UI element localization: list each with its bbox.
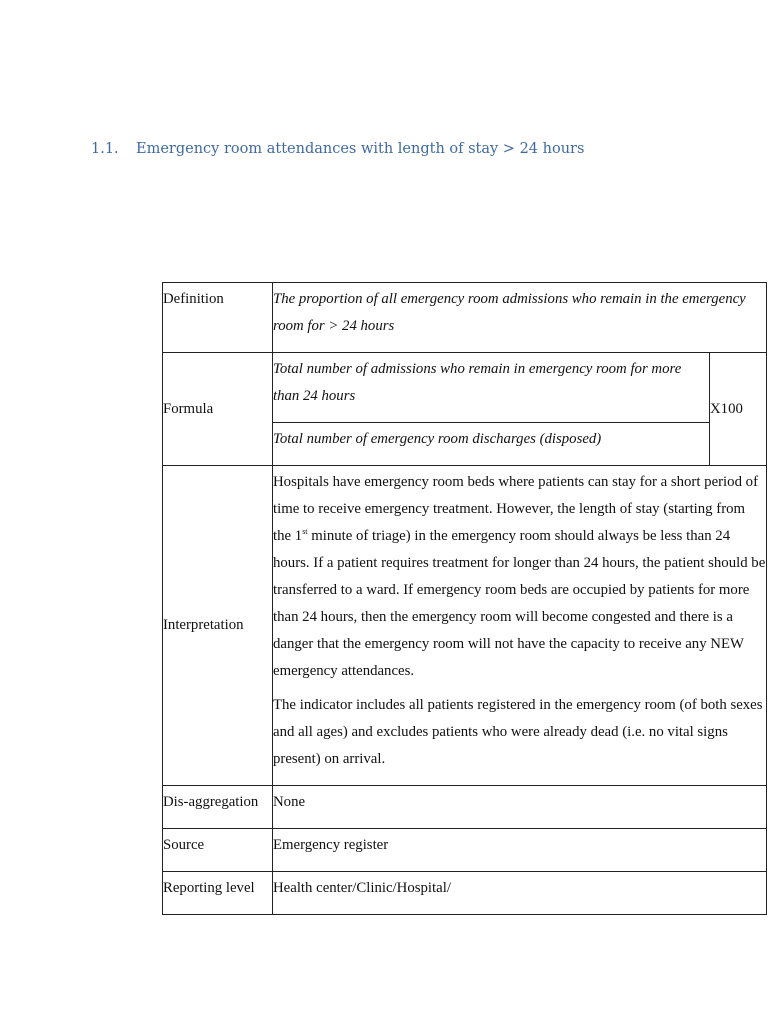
indicator-table: [162, 282, 767, 915]
section-title: Emergency room attendances with length of stay > 24 hours: [136, 141, 585, 157]
interpretation-value: [273, 466, 767, 786]
row-interpretation: [163, 466, 767, 786]
section-number: 1.1.: [91, 141, 119, 157]
definition-label: Definition: [163, 283, 273, 353]
formula-denominator: Total number of emergency room discharges (disposed): [273, 423, 710, 466]
source-value: Emergency register: [273, 829, 767, 872]
row-formula-numerator: [163, 353, 767, 423]
reporting-level-value: Health center/Clinic/Hospital/: [273, 872, 767, 915]
interpretation-label: Interpretation: [163, 466, 273, 786]
definition-value: The proportion of all emergency room admissions who remain in the emergency room for > 24 hours: [273, 283, 767, 353]
section-heading: [91, 141, 584, 157]
interpretation-paragraph-2: The indicator includes all patients registered in the emergency room (of both sexes and all ages) and excludes patients who were already dead (i.e. no vital signs present) on arrival.: [273, 697, 763, 767]
formula-label: Formula: [163, 353, 273, 466]
reporting-level-label: Reporting level: [163, 872, 273, 915]
disaggregation-value: None: [273, 786, 767, 829]
interpretation-paragraph-1: Hospitals have emergency room beds where patients can stay for a short period of time to receive emergency treatment. However, the length of stay (starting from the 1st minute of triage) in the emergency room should always be less than 24 hours. If a patient requires treatment for longer than 24 hours, the patient should be transferred to a ward. If emergency room beds are occupied by patients for more than 24 hours, then the emergency room will become congested and there is a danger that the emergency room will not have the capacity to receive any NEW emergency attendances.: [273, 474, 766, 679]
row-disaggregation: [163, 786, 767, 829]
row-source: [163, 829, 767, 872]
disaggregation-label: Dis-aggregation: [163, 786, 273, 829]
formula-multiplier: X100: [710, 353, 767, 466]
source-label: Source: [163, 829, 273, 872]
row-reporting-level: [163, 872, 767, 915]
row-definition: [163, 283, 767, 353]
formula-numerator: Total number of admissions who remain in emergency room for more than 24 hours: [273, 353, 710, 423]
